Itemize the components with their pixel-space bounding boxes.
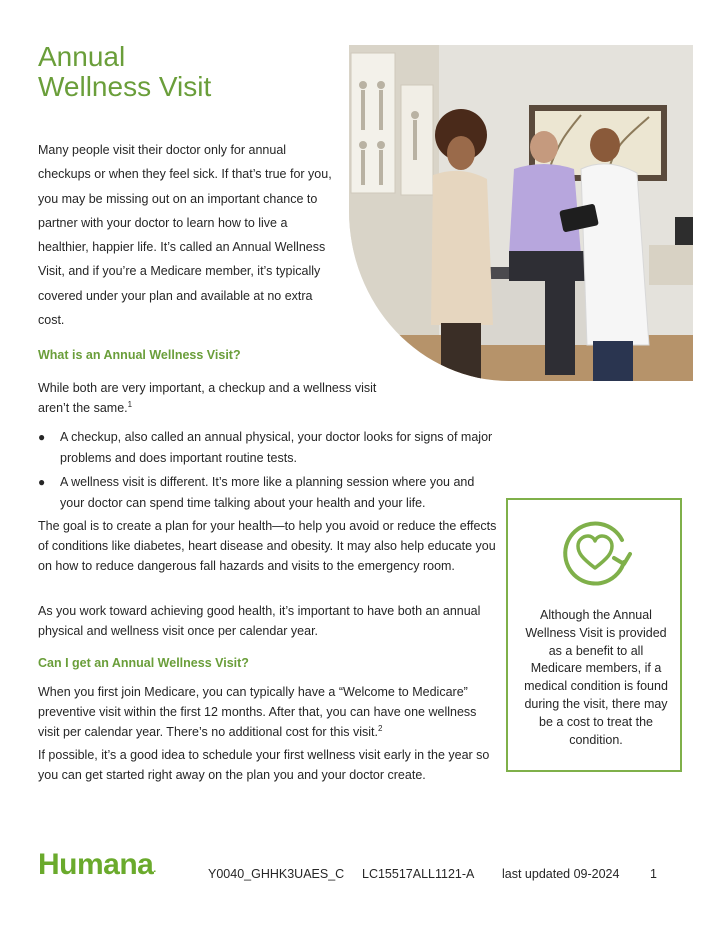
humana-logo <box>38 848 156 882</box>
page-title <box>38 42 338 102</box>
goal-paragraph: The goal is to create a plan for your health—to help you avoid or reduce the effects of conditions like diabetes, heart disease and obesity. It may also help educate you on how to reduce dangerous fall hazards and visits to the emergency room. <box>38 519 497 573</box>
logo-wordmark: Humana <box>38 848 154 881</box>
list-item <box>38 472 500 514</box>
list-item-text: A checkup, also called an annual physical, your doctor looks for signs of major problems and does important routine tests. <box>60 430 493 465</box>
footer-last-updated: last updated 09-2024 <box>502 867 620 881</box>
footer-code-1: Y0040_GHHK3UAES_C <box>208 867 345 881</box>
welcome-medicare-paragraph <box>38 682 500 742</box>
heart-refresh-icon <box>560 518 632 588</box>
list-item <box>38 427 500 469</box>
footnote-ref-1: 1 <box>127 399 133 409</box>
good-health-paragraph: As you work toward achieving good health, it’s important to have both an annual physical and wellness visit once per calendar year. <box>38 604 481 638</box>
title-line-1: Annual <box>38 41 126 72</box>
list-item-text: A wellness visit is different. It’s more like a planning session where you and your doctor can spend time talking about your health and your life. <box>60 475 475 510</box>
section-heading-what: What is an Annual Wellness Visit? <box>38 348 241 362</box>
section-heading-can: Can I get an Annual Wellness Visit? <box>38 656 249 670</box>
title-line-2: Wellness Visit <box>38 71 212 102</box>
bullet-icon: ● <box>38 475 46 489</box>
callout-text: Although the Annual Wellness Visit is provided as a benefit to all Medicare members, if a medical condition is found during the visit, there may be a cost to treat the condition. <box>524 608 668 747</box>
checkup-vs-wellness-paragraph <box>38 378 398 418</box>
doctor-visit-photo <box>349 45 693 381</box>
comparison-list <box>38 427 500 517</box>
welcome-medicare-text: When you first join Medicare, you can typically have a “Welcome to Medicare” preventive visit within the first 12 months. After that, you can have one wellness visit per calendar year. There’s no additional cost for this visit. <box>38 685 477 739</box>
logo-mark: . <box>153 864 156 875</box>
intro-paragraph: Many people visit their doctor only for annual checkups or when they feel sick. If that’s true for you, you may be missing out on an important chance to partner with your doctor to learn how to live a healthier, happier life. It’s called an Annual Wellness Visit, and if you’re a Medicare member, it’s typically covered under your plan and available at no extra cost. <box>38 143 332 328</box>
footer-code-2: LC15517ALL1121-A <box>362 867 475 881</box>
footnote-ref-2: 2 <box>377 723 383 733</box>
schedule-paragraph: If possible, it’s a good idea to schedule your first wellness visit early in the year so you can get started right away on the plan you and your doctor create. <box>38 748 490 782</box>
callout-box <box>506 498 682 772</box>
checkup-vs-wellness-text: While both are very important, a checkup and a wellness visit aren’t the same. <box>38 381 377 415</box>
bullet-icon: ● <box>38 430 46 444</box>
page-number: 1 <box>650 867 657 881</box>
